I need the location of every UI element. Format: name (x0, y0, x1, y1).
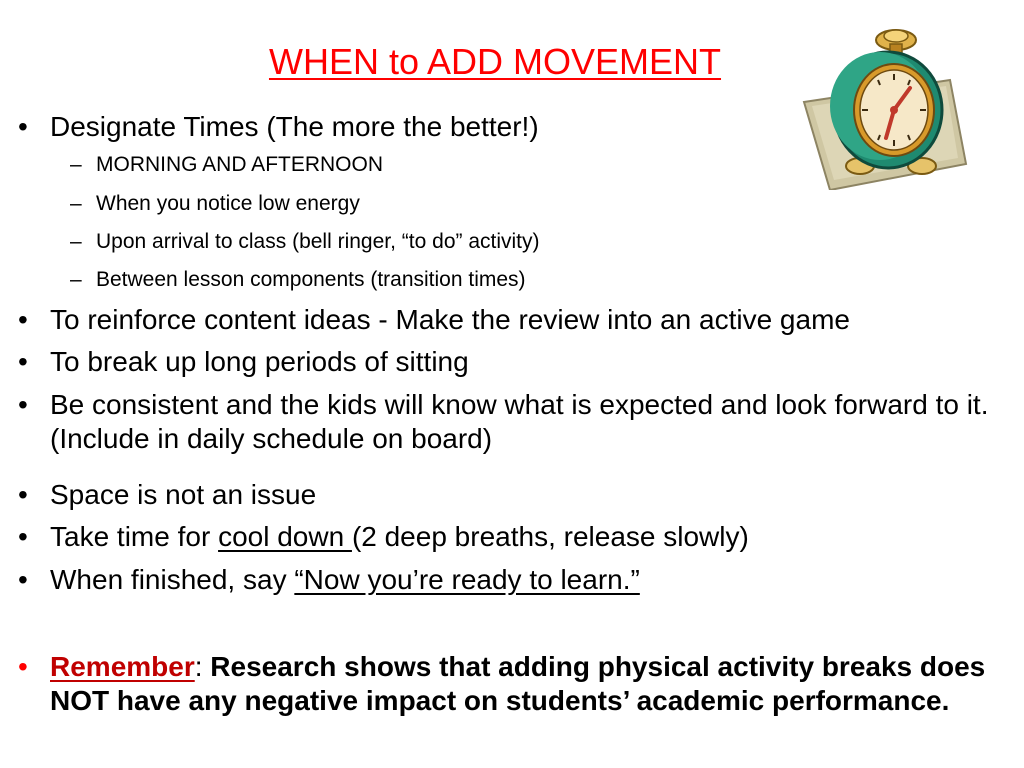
bullet-item (18, 478, 1008, 512)
bullet-text: Designate Times (The more the better!) (50, 111, 539, 142)
bullet-item (18, 650, 1008, 718)
cool-down-phrase: cool down (218, 521, 352, 552)
remember-text: Research shows that adding physical activity breaks does NOT have any negative impact on students’ academic performance. (50, 651, 986, 716)
sub-bullet-text: MORNING AND AFTERNOON (96, 153, 384, 176)
alarm-clock-icon (800, 14, 970, 190)
remember-label: Remember (50, 651, 195, 682)
bullet-item (18, 563, 1008, 597)
bullet-text: Space is not an issue (50, 479, 317, 510)
sub-bullet-item (70, 191, 770, 217)
ready-to-learn-quote: “Now you’re ready to learn.” (294, 564, 640, 595)
bullet-glyph: • (18, 111, 28, 142)
sub-bullet-item (70, 229, 770, 255)
bullet-item (18, 520, 1008, 554)
bullet-item (18, 110, 1008, 144)
bullet-text (50, 650, 1010, 718)
sub-bullet-glyph: – (70, 268, 82, 291)
bullet-text: Be consistent and the kids will know what is expected and look forward to it. (Include in daily schedule on board) (50, 389, 989, 454)
sub-bullet-text: Upon arrival to class (bell ringer, “to do” activity) (96, 230, 540, 253)
bullet-text: To break up long periods of sitting (50, 346, 469, 377)
sub-bullet-text: Between lesson components (transition times) (96, 268, 526, 291)
bullet-glyph: • (18, 651, 28, 682)
bullet-item (18, 345, 1008, 379)
bullet-text (50, 563, 1010, 597)
remember-colon: : (194, 651, 211, 682)
sub-bullet-item (70, 267, 770, 293)
bullet-glyph: • (18, 564, 28, 595)
bullet-glyph: • (18, 389, 28, 420)
bullet-text (50, 520, 1010, 554)
sub-bullet-item (70, 152, 770, 178)
bullet-text: To reinforce content ideas - Make the review into an active game (50, 304, 850, 335)
bullet-text-prefix: Take time for (50, 521, 219, 552)
sub-bullet-glyph: – (70, 230, 82, 253)
sub-bullet-text: When you notice low energy (96, 192, 360, 215)
sub-bullet-glyph: – (70, 192, 82, 215)
bullet-item (18, 303, 1008, 337)
bullet-text-prefix: When finished, say (50, 564, 295, 595)
bullet-glyph: • (18, 521, 28, 552)
bullet-glyph: • (18, 479, 28, 510)
bullet-glyph: • (18, 346, 28, 377)
bullet-glyph: • (18, 304, 28, 335)
slide-title: WHEN to ADD MOVEMENT (268, 41, 722, 82)
sub-bullet-glyph: – (70, 153, 82, 176)
bullet-item (18, 388, 1008, 456)
bullet-text-suffix: (2 deep breaths, release slowly) (351, 521, 749, 552)
